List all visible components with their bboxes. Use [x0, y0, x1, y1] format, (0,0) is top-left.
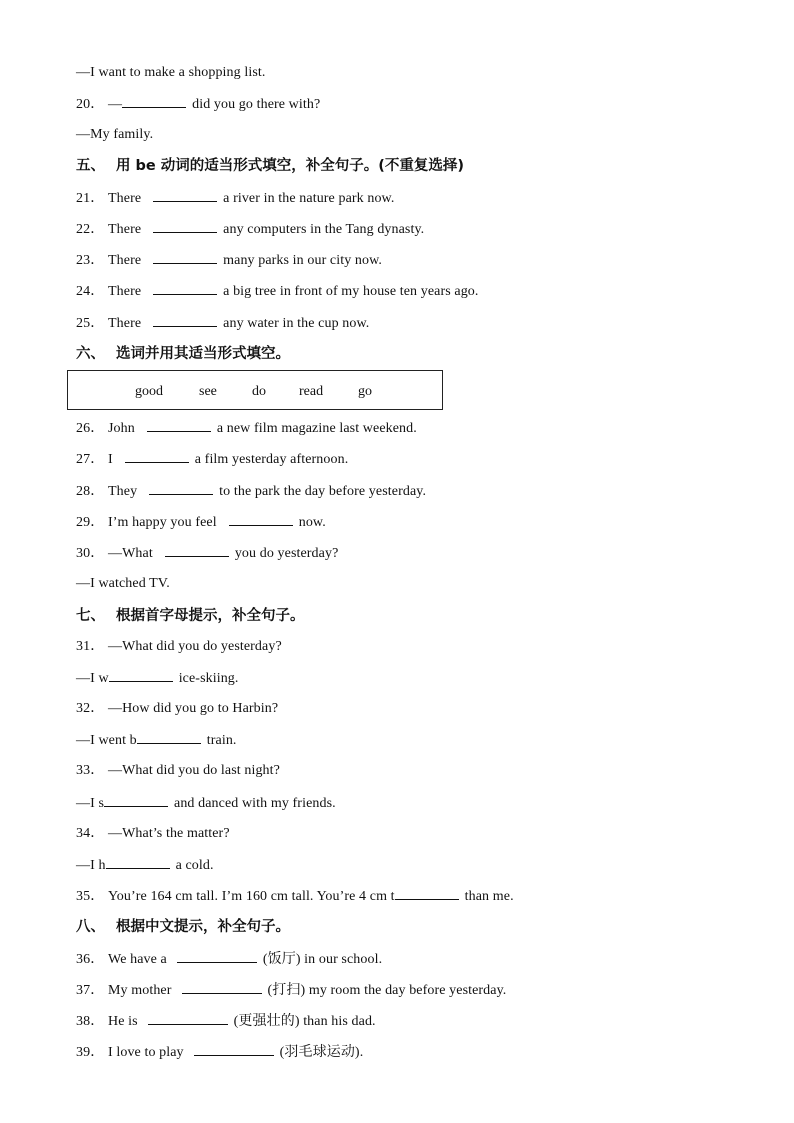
answer-32: —I went b train.	[76, 733, 237, 748]
answer-20: —My family.	[76, 127, 154, 142]
answer-blank[interactable]	[148, 1012, 228, 1025]
word-bank-item: do	[252, 384, 266, 399]
word-bank-item: good	[135, 384, 163, 399]
answer-blank[interactable]	[153, 189, 217, 202]
question-29: 29． I’m happy you feel now.	[76, 515, 326, 530]
question-31: 31． —What did you do yesterday?	[76, 639, 282, 654]
answer-blank[interactable]	[153, 251, 217, 264]
answer-blank[interactable]	[182, 981, 262, 994]
question-26: 26． John a new film magazine last weekend.	[76, 421, 417, 436]
question-35: 35． You’re 164 cm tall. I’m 160 cm tall. You’re 4 cm t than me.	[76, 889, 514, 904]
question-28: 28． They to the park the day before yesterday.	[76, 484, 427, 499]
question-23: 23． There many parks in our city now.	[76, 253, 383, 268]
question-38: 38． He is (更强壮的) than his dad.	[76, 1014, 376, 1029]
answer-line: —I want to make a shopping list.	[76, 65, 266, 80]
answer-blank[interactable]	[177, 950, 257, 963]
question-39: 39． I love to play (羽毛球运动).	[76, 1045, 364, 1060]
answer-blank[interactable]	[149, 482, 213, 495]
question-33: 33． —What did you do last night?	[76, 763, 280, 778]
answer-blank[interactable]	[137, 731, 201, 744]
answer-blank[interactable]	[147, 419, 211, 432]
answer-30: —I watched TV.	[76, 576, 170, 591]
answer-blank[interactable]	[153, 282, 217, 295]
answer-blank[interactable]	[194, 1043, 274, 1056]
answer-31: —I w ice-skiing.	[76, 671, 239, 686]
answer-blank[interactable]	[106, 856, 170, 869]
question-30: 30． —What you do yesterday?	[76, 546, 339, 561]
question-27: 27． I a film yesterday afternoon.	[76, 452, 349, 467]
question-21: 21． There a river in the nature park now.	[76, 191, 395, 206]
answer-blank[interactable]	[104, 794, 168, 807]
section-5-heading: 五、 用 be 动词的适当形式填空，补全句子。(不重复选择)	[76, 158, 465, 174]
section-8-heading: 八、 根据中文提示，补全句子。	[76, 919, 290, 935]
question-25: 25． There any water in the cup now.	[76, 316, 370, 331]
answer-34: —I h a cold.	[76, 858, 214, 873]
section-6-heading: 六、 选词并用其适当形式填空。	[76, 346, 290, 362]
answer-blank[interactable]	[109, 669, 173, 682]
question-34: 34． —What’s the matter?	[76, 826, 230, 841]
answer-blank[interactable]	[395, 887, 459, 900]
question-22: 22． There any computers in the Tang dynasty.	[76, 222, 425, 237]
question-24: 24． There a big tree in front of my house ten years ago.	[76, 284, 479, 299]
question-20: 20． — did you go there with?	[76, 97, 321, 112]
question-32: 32． —How did you go to Harbin?	[76, 701, 279, 716]
answer-blank[interactable]	[229, 513, 293, 526]
question-37: 37． My mother (打扫) my room the day before yesterday.	[76, 983, 507, 998]
word-bank-item: see	[199, 384, 217, 399]
word-bank-item: read	[299, 384, 324, 399]
word-bank-item: go	[358, 384, 372, 399]
answer-blank[interactable]	[165, 544, 229, 557]
question-36: 36． We have a (饭厅) in our school.	[76, 952, 383, 967]
answer-blank[interactable]	[153, 220, 217, 233]
answer-blank[interactable]	[153, 314, 217, 327]
answer-blank[interactable]	[125, 450, 189, 463]
section-7-heading: 七、 根据首字母提示，补全句子。	[76, 608, 305, 624]
answer-33: —I s and danced with my friends.	[76, 796, 336, 811]
word-bank-box	[67, 370, 443, 410]
answer-blank[interactable]	[122, 95, 186, 108]
